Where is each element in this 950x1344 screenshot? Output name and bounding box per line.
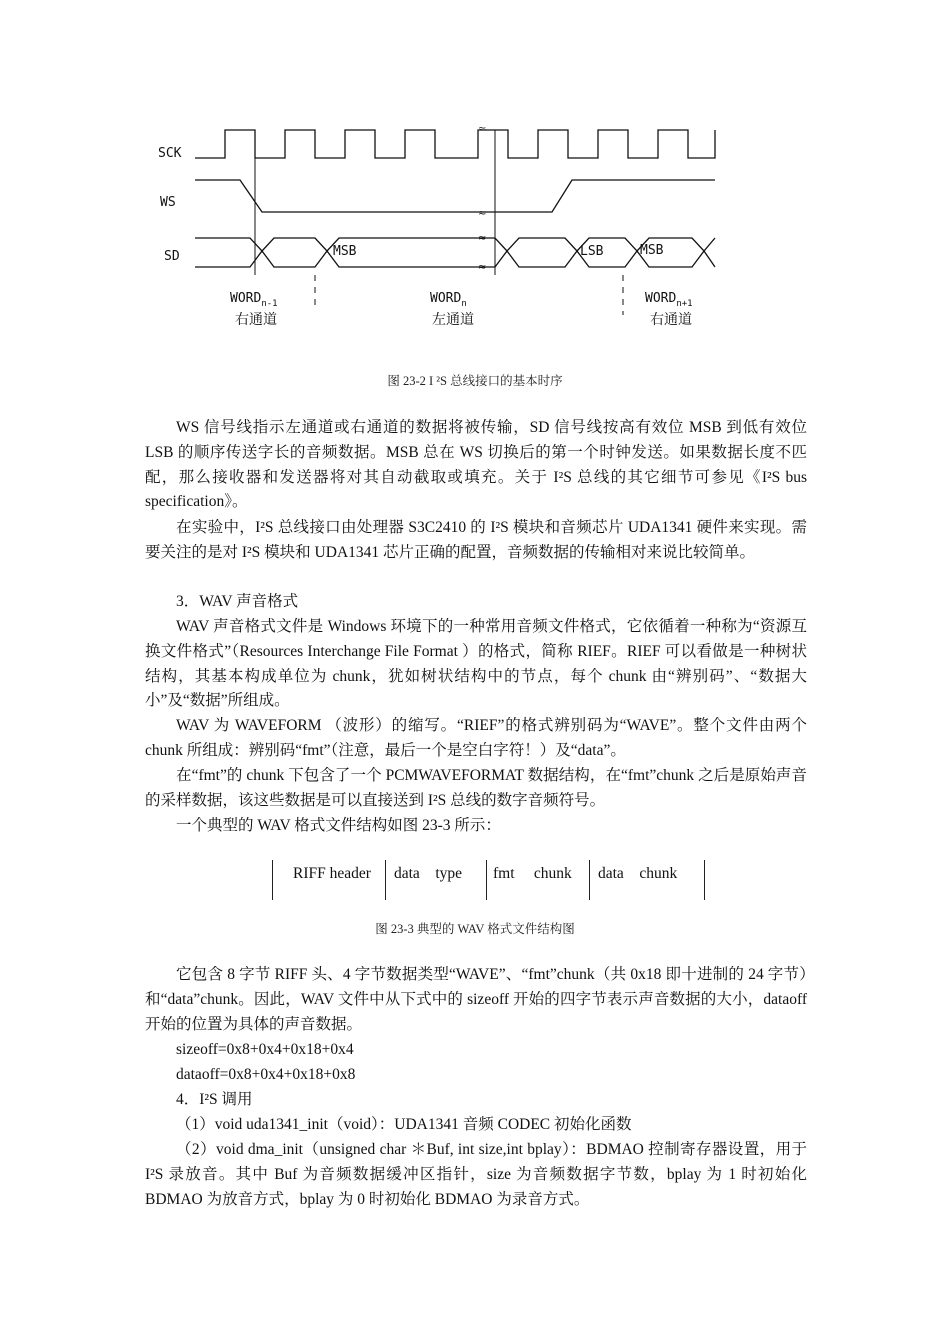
wav-cell-data-type: data type [394,865,463,882]
paragraph-ws-sd: WS 信号线指示左通道或右通道的数据将被传输，SD 信号线按高有效位 MSB 到低有效位 LSB 的顺序传送字长的音频数据。MSB 总在 WS 切换后的第一个时钟发送。如果数据长度不匹配，那么接收器和发送器将对其自动截取或填充。关于 I²S 总线的其它细节可参见《I²S bus specification》。 [145,419,807,511]
signal-label-sck: SCK [158,146,182,161]
wav-cell-data-chunk: data chunk [598,865,678,882]
channel-label-left: 左通道 [432,312,474,328]
sd-label-lsb: LSB [580,244,604,259]
function-dma-init: （2）void dma_init（unsigned char ＊Buf, int size,int bplay）：BDMAO 控制寄存器设置，用于 I²S 录放音。其中 Buf 为音频数据缓冲区指针，size 为音频数据字节数，bplay 为 1 时初始化 BDMAO 为放音方式，bplay 为 0 时初始化 BDMAO 为录音方式。 [145,1141,807,1208]
formula-sizeoff: sizeoff=0x8+0x4+0x18+0x4 [176,1041,354,1058]
word-label-next: $WORD_{n+1}$ [645,291,693,309]
word-label-prev: $WORD_{n-1}$ [230,291,278,309]
svg-text:≈: ≈ [478,262,487,273]
wav-cell-fmt-chunk: fmt chunk [493,865,572,882]
word-label-current: $WORD_n$ [430,291,467,309]
paragraph-fmt-chunk: 在“fmt”的 chunk 下包含了一个 PCMWAVEFORMAT 数据结构，在“fmt”chunk 之后是原始声音的采样数据，该这些数据是可以直接送到 I²S 总线的数字音频符号。 [145,767,807,809]
function-uda1341-init: （1）void uda1341_init（void）：UDA1341 音频 CODEC 初始化函数 [176,1116,632,1133]
signal-label-ws: WS [160,195,176,210]
svg-text:≈: ≈ [478,124,487,135]
signal-label-sd: SD [164,249,180,264]
figure-caption-23-3: 图 23-3 典型的 WAV 格式文件结构图 [375,922,575,936]
section-heading-wav: 3．WAV 声音格式 [176,593,299,610]
paragraph-waveform: WAV 为 WAVEFORM （波形）的缩写。“RIEF”的格式辨别码为“WAVE”。整个文件由两个 chunk 所组成：辨别码“fmt”（注意，最后一个是空白字符！）及“data”。 [145,717,807,759]
sd-waveform-bottom [195,251,715,267]
svg-text:≈: ≈ [478,208,487,219]
paragraph-experiment: 在实验中，I²S 总线接口由处理器 S3C2410 的 I²S 模块和音频芯片 UDA1341 硬件来实现。需要关注的是对 I²S 模块和 UDA1341 芯片正确的配置，音频数据的传输相对来说比较简单。 [145,519,807,561]
i2s-timing-diagram [140,110,740,335]
sck-waveform [195,130,715,158]
wav-cell-riff-header: RIFF header [293,865,371,882]
paragraph-wav-format: WAV 声音格式文件是 Windows 环境下的一种常用音频文件格式，它依循着一种称为“资源互换文件格式”（Resources Interchange File Format ）的格式，简称 RIEF。RIEF 可以看做是一种树状结构，其基本构成单位为 chunk，犹如树状结构中的节点，每个 chunk 由“辨别码”、“数据大小”及“数据”所组成。 [145,618,807,710]
paragraph-riff-layout: 它包含 8 字节 RIFF 头、4 字节数据类型“WAVE”、“fmt”chunk（共 0x18 即十进制的 24 字节）和“data”chunk。因此，WAV 文件中从下式中的 sizeoff 开始的四字节表示声音数据的大小，dataoff 开始的位置为具体的声音数据。 [145,966,807,1033]
paragraph-typical-structure: 一个典型的 WAV 格式文件结构如图 23-3 所示： [176,817,501,834]
formula-dataoff: dataoff=0x8+0x4+0x18+0x8 [176,1066,356,1083]
figure-caption-23-2: 图 23-2 I ²S 总线接口的基本时序 [387,374,563,388]
section-heading-i2s-call: 4．I²S 调用 [176,1091,253,1108]
sd-label-msb-2: MSB [640,243,664,258]
ws-waveform [195,180,715,212]
sd-label-msb-1: MSB [333,244,357,259]
svg-text:≈: ≈ [478,233,487,244]
sd-waveform-top [195,238,715,251]
channel-label-right-2: 右通道 [650,312,692,328]
channel-label-right-1: 右通道 [235,312,277,328]
